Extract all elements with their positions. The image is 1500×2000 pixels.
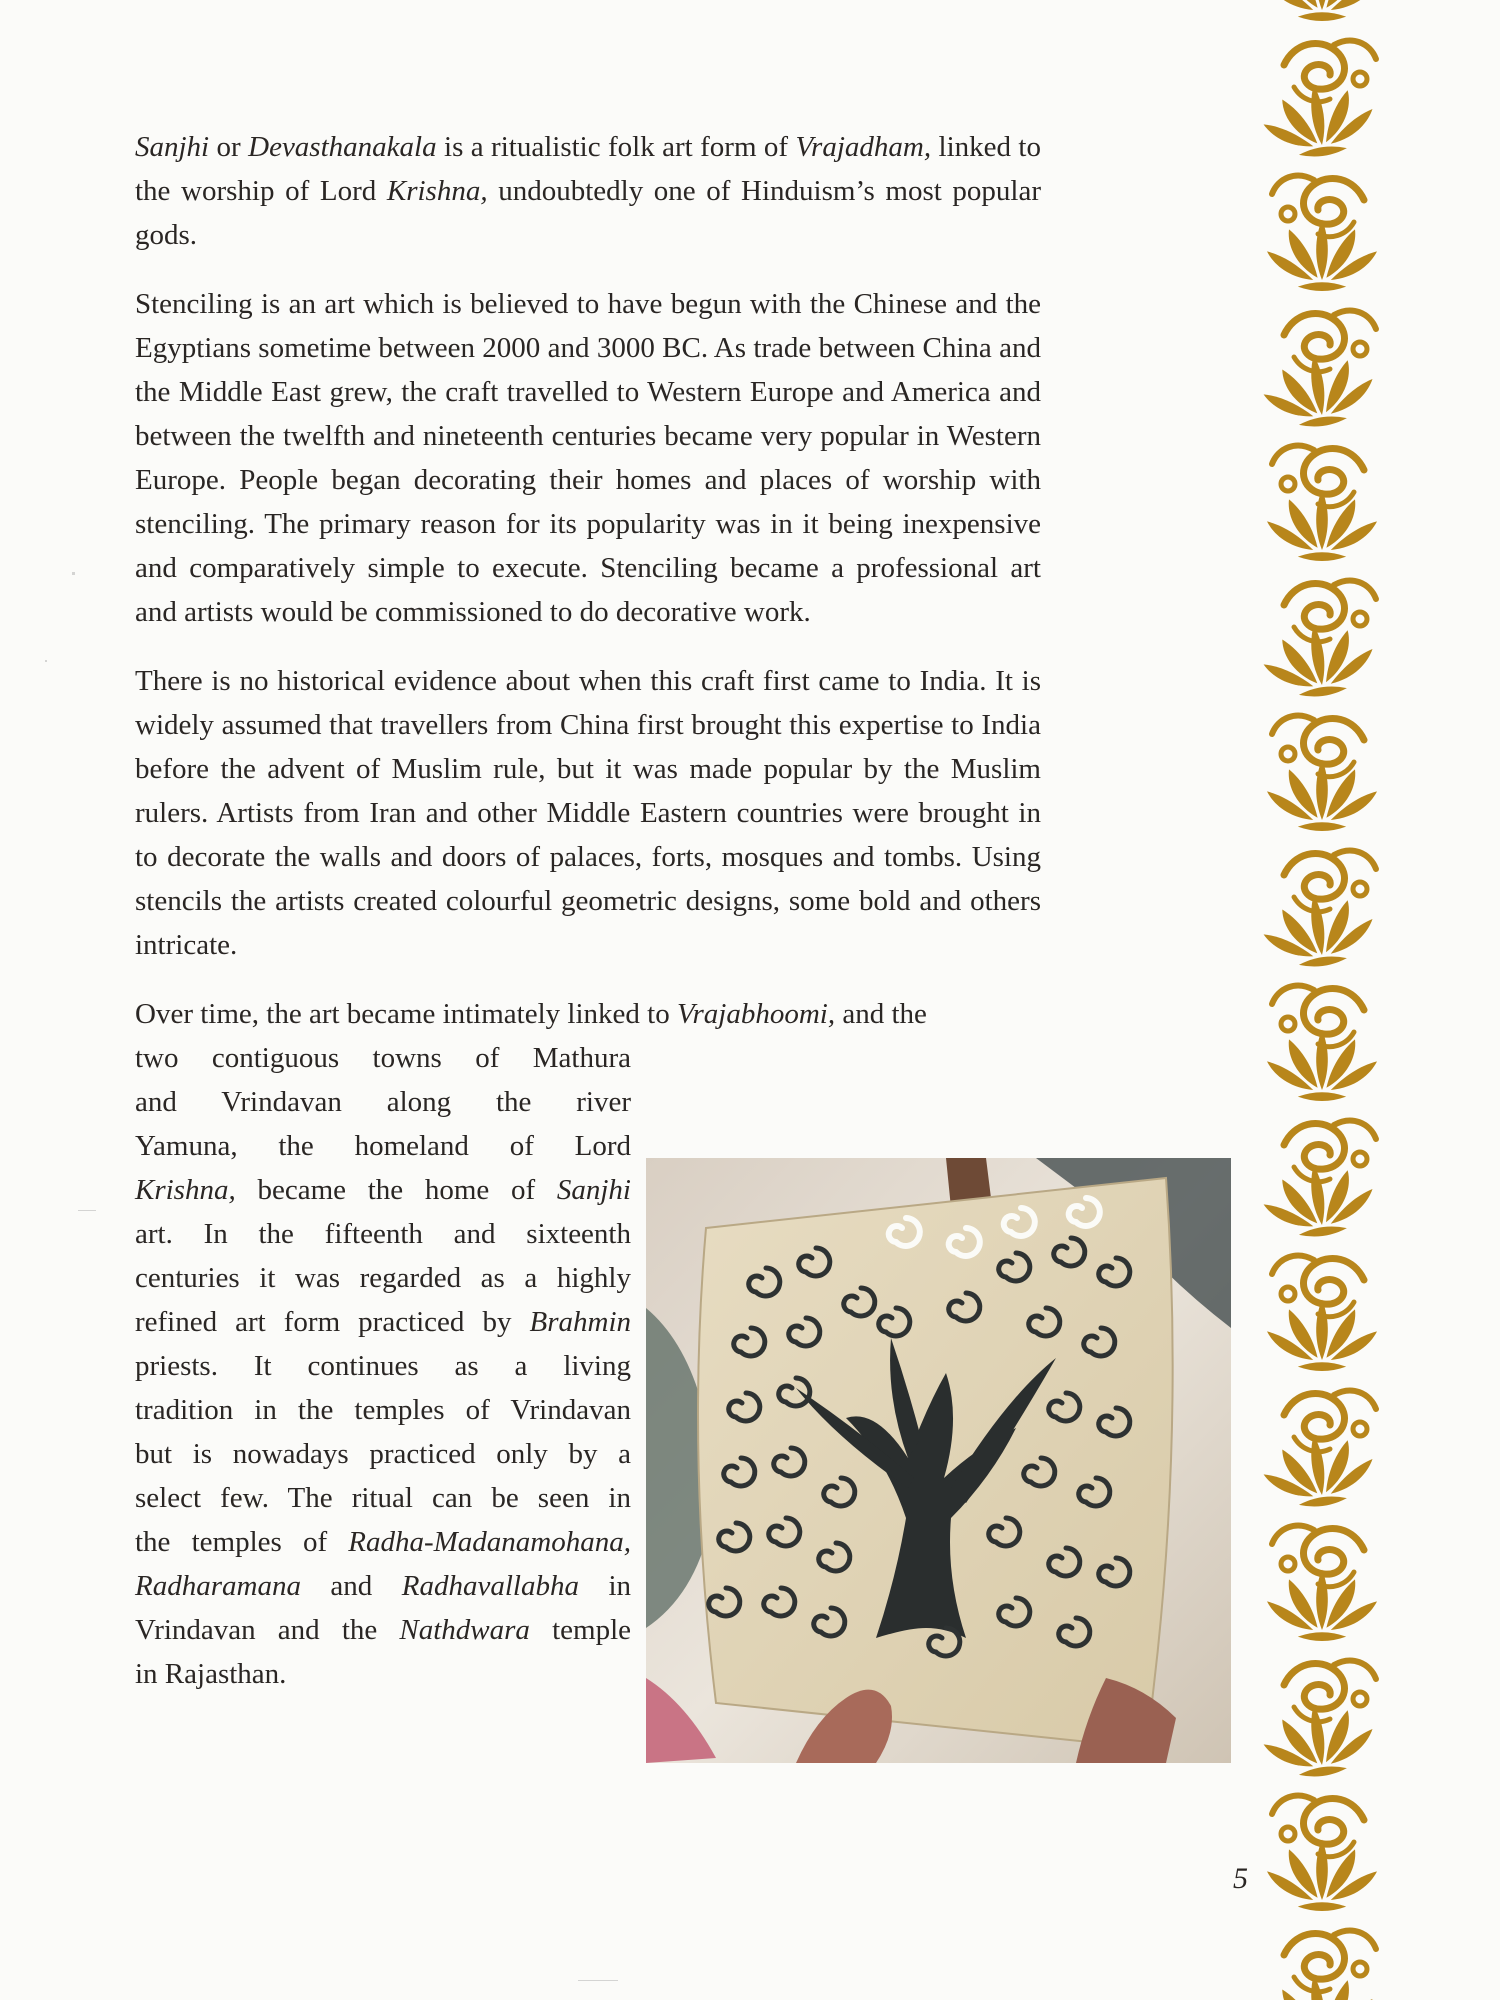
term-devasthanakala: Devasthanakala	[248, 131, 437, 163]
paragraph-3: There is no historical evidence about when this craft first came to India. It is widely assumed that travellers from China first brought this expertise to India before the advent of Muslim rule, but it was made popular by the Muslim rulers. Artists from Iran and other Middle Eastern countries were brought in to decorate the walls and doors of palaces, forts, mosques and tombs. Using stencils the artists created colourful geometric designs, some bold and others intricate.	[135, 665, 1041, 961]
stencil-photo	[646, 1158, 1231, 1763]
print-speck	[72, 572, 75, 575]
paragraph-4-wrapped-text: two contiguous towns of Mathura and Vrindavan along the river Yamuna, the homeland of Lord Krishna, became the home of Sanjhi art. In the fifteenth and sixteenth centuries it was regarded as a highly refined art form practiced by Brahmin priests. It continues as a living tradition in the temples of Vrindavan but is nowadays practiced only by a select few. The ritual can be seen in the temples of Radha-Madanamohana, Radharamana and Radhavallabha in Vrindavan and the Nathdwara temple in Rajasthan.	[135, 1042, 631, 1690]
stencil-photo-illustration	[646, 1158, 1231, 1763]
term-krishna: Krishna,	[386, 175, 488, 207]
paragraph-1: Sanjhi or Devasthanakala is a ritualistic folk art form of Vrajadham, linked to the worship of Lord Krishna, undoubtedly one of Hinduism’s most popular gods.	[135, 131, 1042, 251]
term-vrajadham: Vrajadham,	[795, 131, 932, 163]
paragraph-4-line-1: Over time, the art became intimately linked to Vrajabhoomi, and the	[135, 998, 927, 1030]
print-speck	[45, 660, 47, 662]
decorative-border	[1252, 0, 1500, 2000]
term-sanjhi: Sanjhi	[135, 131, 210, 163]
term-vrajabhoomi: Vrajabhoomi,	[676, 998, 836, 1030]
lotus-vine-border	[1252, 0, 1500, 2000]
print-speck	[78, 1210, 96, 1211]
page-number: 5	[1233, 1862, 1248, 1895]
paragraph-2: Stenciling is an art which is believed to have begun with the Chinese and the Egyptians sometime between 2000 and 3000 BC. As trade between China and the Middle East grew, the craft travelled to Western Europe and America and between the twelfth and nineteenth centuries became very popular in Western Europe. People began decorating their homes and places of worship with stenciling. The primary reason for its popularity was in it being inexpensive and comparatively simple to execute. Stenciling became a professional art and artists would be commissioned to do decorative work.	[135, 288, 1041, 628]
print-speck	[578, 1980, 618, 1981]
